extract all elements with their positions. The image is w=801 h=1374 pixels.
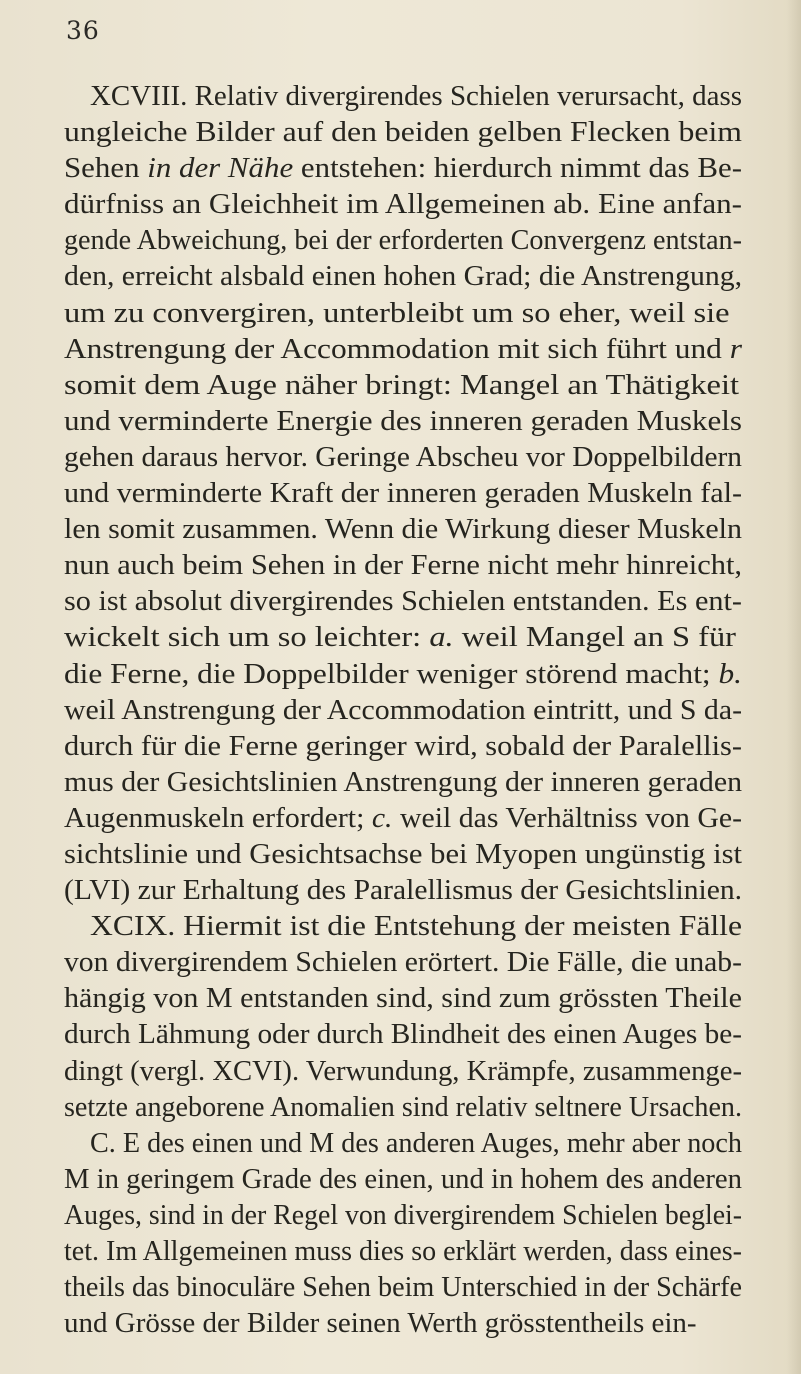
text-line: XCVIII. Relativ divergirendes Schielen verursacht, dass — [90, 80, 743, 112]
text-line: wickelt sich um so leichter: a. weil Mangel an S für — [64, 621, 737, 654]
text-line: gende Abweichung, bei der erforderten Convergenz entstan- — [64, 224, 742, 257]
text-line: tet. Im Allgemeinen muss dies so erklärt werden, dass eines- — [64, 1235, 742, 1267]
text-line: (LVI) zur Erhaltung des Paralellismus der Gesichtslinien. — [64, 874, 743, 907]
italic-text: r — [729, 332, 742, 365]
text-line: XCIX. Hiermit ist die Entstehung der meisten Fälle — [90, 910, 743, 943]
italic-text: in der Nähe — [147, 152, 294, 185]
text-line: nun auch beim Sehen in der Ferne nicht mehr hinreicht, — [64, 549, 743, 582]
text-line: C. E des einen und M des anderen Auges, mehr aber noch — [90, 1126, 742, 1159]
italic-text: b. — [718, 657, 742, 690]
text-line: und verminderte Kraft der inneren geraden Muskeln fal- — [64, 477, 742, 510]
text-line: den, erreicht alsbald einen hohen Grad; die Anstrengung, — [64, 260, 743, 293]
text-line: M in geringem Grade des einen, und in hohem des anderen — [64, 1162, 742, 1195]
text-line: dürfniss an Gleichheit im Allgemeinen ab. Eine anfan- — [64, 188, 742, 221]
body-text — [64, 78, 801, 1341]
text-line: durch für die Ferne geringer wird, sobald der Paralellis- — [64, 729, 743, 762]
italic-text: a. — [429, 621, 454, 654]
text-line: Augenmuskeln erfordert; c. weil das Verhältniss von Ge- — [64, 801, 743, 834]
text-line: Anstrengung der Accommodation mit sich führt und r — [64, 332, 742, 365]
text-line: Auges, sind in der Regel von divergirendem Schielen beglei- — [64, 1198, 743, 1231]
text-line: sichtslinie und Gesichtsachse bei Myopen ungünstig ist — [64, 837, 742, 870]
text-line: durch Lähmung oder durch Blindheit des einen Auges be- — [64, 1018, 742, 1051]
page-number: 36 — [66, 16, 100, 45]
text-line: um zu convergiren, unterbleibt um so eher, weil sie — [64, 296, 730, 329]
text-line: ungleiche Bilder auf den beiden gelben Flecken beim — [64, 116, 742, 149]
text-line: hängig von M entstanden sind, sind zum grössten Theile — [64, 982, 742, 1015]
text-line: theils das binoculäre Sehen beim Unterschied in der Schärfe — [64, 1271, 743, 1304]
text-line: die Ferne, die Doppelbilder weniger störend macht; b. — [64, 657, 742, 690]
italic-text: c. — [371, 801, 393, 834]
text-line: weil Anstrengung der Accommodation eintritt, und S da- — [64, 693, 743, 726]
text-line: Sehen in der Nähe entstehen: hierdurch nimmt das Be- — [64, 152, 743, 185]
text-line: mus der Gesichtslinien Anstrengung der inneren geraden — [64, 765, 743, 798]
text-line: gehen daraus hervor. Geringe Abscheu vor Doppelbildern — [64, 440, 742, 473]
text-line: und verminderte Energie des inneren geraden Muskels — [64, 404, 743, 437]
text-line: setzte angeborene Anomalien sind relativ seltnere Ursachen. — [64, 1090, 743, 1123]
text-line: und Grösse der Bilder seinen Werth grösstentheils ein- — [64, 1307, 697, 1340]
text-line: somit dem Auge näher bringt: Mangel an Thätigkeit — [64, 368, 740, 401]
text-line: so ist absolut divergirendes Schielen entstanden. Es ent- — [64, 585, 742, 618]
text-line: len somit zusammen. Wenn die Wirkung dieser Muskeln — [64, 513, 742, 546]
text-line: von divergirendem Schielen erörtert. Die Fälle, die unab- — [64, 946, 742, 979]
text-line: dingt (vergl. XCVI). Verwundung, Krämpfe, zusammenge- — [64, 1054, 743, 1087]
